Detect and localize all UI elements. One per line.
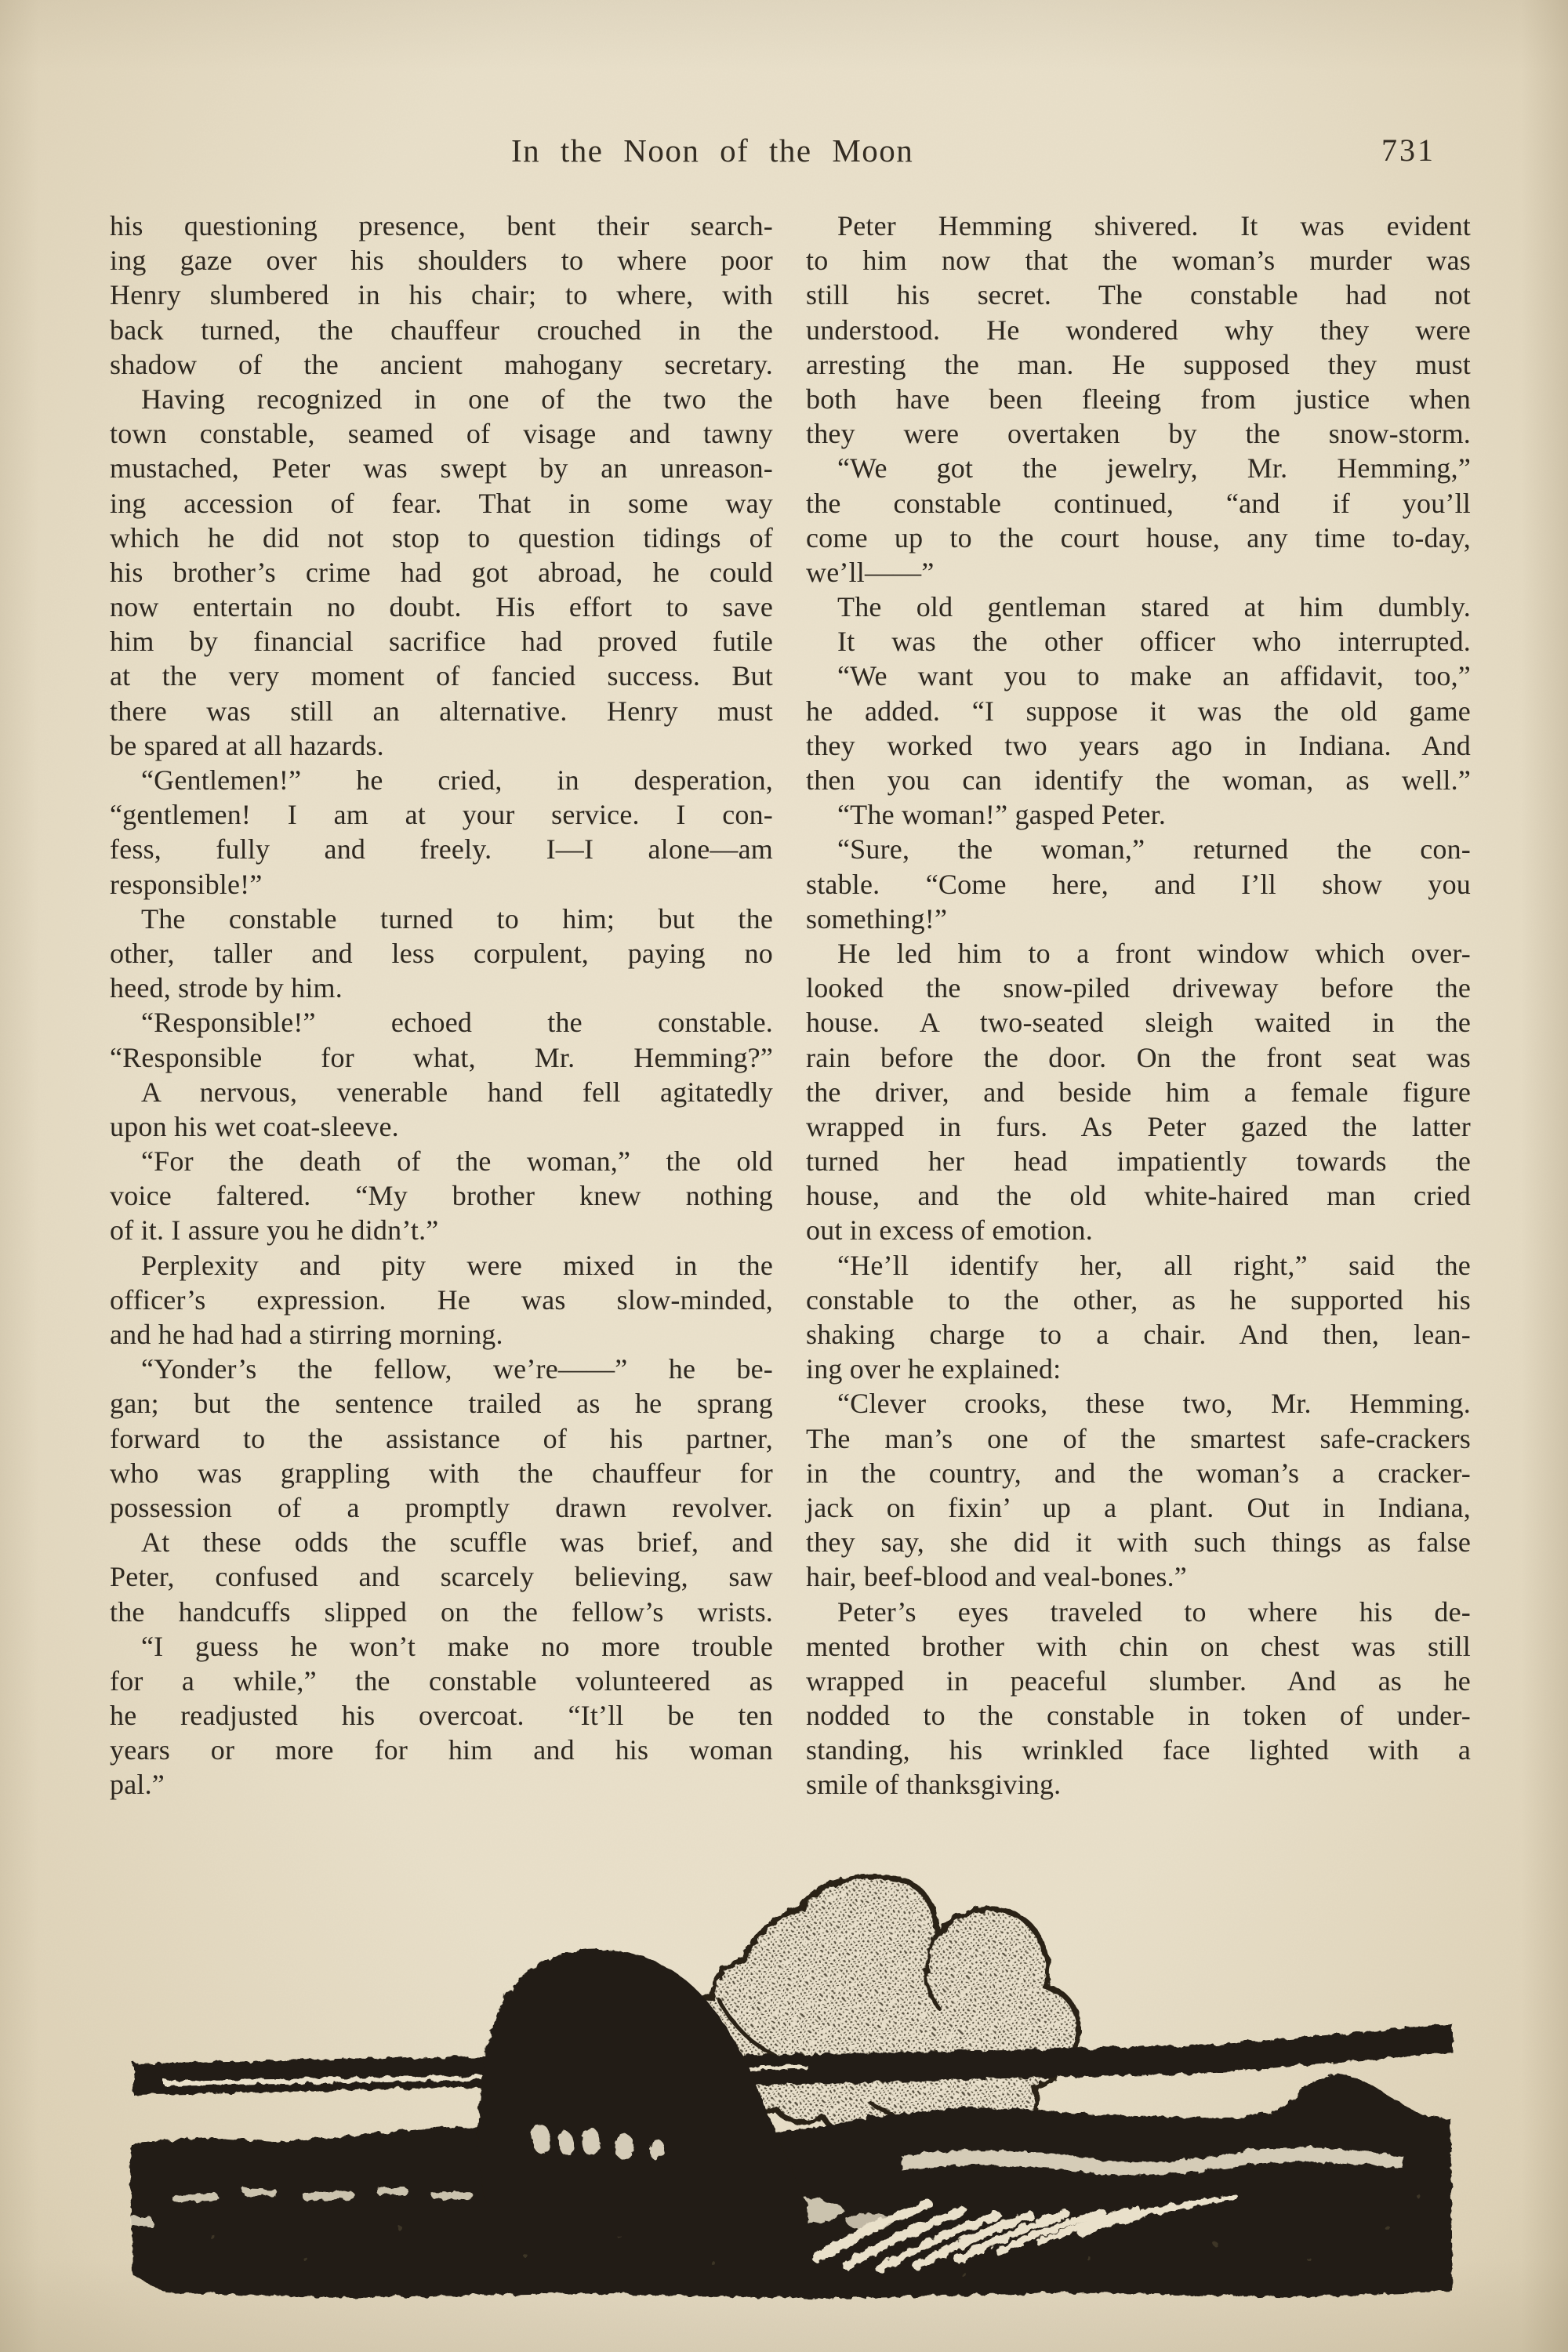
text-line: Peter Hemming shivered. It was evident xyxy=(837,210,1471,241)
text-line: fess, fully and freely. I—I alone—am xyxy=(110,833,773,866)
text-line: jack on fixin’ up a plant. Out in Indiana, xyxy=(806,1491,1471,1523)
text-line: something!” xyxy=(806,902,948,935)
text-column-right xyxy=(806,209,1471,1802)
text-line: back turned, the chauffeur crouched in the xyxy=(110,314,773,346)
text-line: town constable, seamed of visage and tawny xyxy=(110,418,773,450)
text-line: Having recognized in one of the two the xyxy=(141,383,773,415)
text-line: mented brother with chin on chest was still xyxy=(806,1630,1471,1662)
text-line: other, taller and less corpulent, paying no xyxy=(110,937,773,969)
text-line: hair, beef-blood and veal-bones.” xyxy=(806,1561,1187,1593)
text-line: come up to the court house, any time to-day, xyxy=(806,521,1471,554)
text-line: at the very moment of fancied success. But xyxy=(110,660,773,692)
text-line: house, and the old white-haired man cried xyxy=(806,1180,1471,1212)
text-line: his questioning presence, bent their search- xyxy=(110,210,773,241)
text-line: arresting the man. He supposed they must xyxy=(806,348,1471,380)
text-line: the constable continued, “and if you’ll xyxy=(806,487,1471,519)
text-line: A nervous, venerable hand fell agitatedly xyxy=(141,1076,773,1108)
text-line: ing over he explained: xyxy=(806,1353,1062,1385)
text-line: for a while,” the constable volunteered as xyxy=(110,1664,773,1697)
text-line: to him now that the woman’s murder was xyxy=(806,245,1471,277)
text-line: nodded to the constable in token of under- xyxy=(806,1700,1471,1732)
text-line: “Clever crooks, these two, Mr. Hemming. xyxy=(837,1388,1471,1420)
text-line: It was the other officer who interrupted. xyxy=(837,626,1471,658)
text-line: At these odds the scuffle was brief, and xyxy=(141,1526,773,1559)
text-line: understood. He wondered why they were xyxy=(806,314,1471,346)
text-line: forward to the assistance of his partner, xyxy=(110,1422,773,1454)
text-line: who was grappling with the chauffeur for xyxy=(110,1457,773,1489)
text-line: Peter, confused and scarcely believing, saw xyxy=(110,1561,773,1593)
text-line: him by financial sacrifice had proved futile xyxy=(110,626,773,658)
text-line: they worked two years ago in Indiana. And xyxy=(806,729,1471,761)
text-line: smile of thanksgiving. xyxy=(806,1769,1062,1801)
text-line: rain before the door. On the front seat was xyxy=(806,1041,1471,1073)
text-line: turned her head impatiently towards the xyxy=(806,1145,1471,1178)
text-line: still his secret. The constable had not xyxy=(806,279,1471,311)
text-line: gan; but the sentence trailed as he sprang xyxy=(110,1388,773,1420)
text-line: then you can identify the woman, as well.” xyxy=(806,764,1471,796)
text-line: out in excess of emotion. xyxy=(806,1214,1093,1247)
text-line: years or more for him and his woman xyxy=(110,1734,773,1766)
text-line: Perplexity and pity were mixed in the xyxy=(141,1249,773,1281)
text-line: Henry slumbered in his chair; to where, with xyxy=(110,279,773,311)
text-line: heed, strode by him. xyxy=(110,972,343,1004)
text-line: officer’s expression. He was slow-minded, xyxy=(110,1283,773,1316)
text-line: be spared at all hazards. xyxy=(110,729,384,761)
text-line: they say, she did it with such things as false xyxy=(806,1526,1471,1559)
text-line: we’ll——” xyxy=(806,556,935,588)
text-line: in the country, and the woman’s a cracker- xyxy=(806,1457,1471,1489)
text-line: now entertain no doubt. His effort to save xyxy=(110,591,773,623)
text-line: responsible!” xyxy=(110,868,263,900)
text-line: he readjusted his overcoat. “It’ll be ten xyxy=(110,1700,773,1732)
text-line: looked the snow-piled driveway before the xyxy=(806,972,1471,1004)
text-line: The old gentleman stared at him dumbly. xyxy=(837,591,1471,623)
page-number: 731 xyxy=(1381,132,1436,168)
text-line: the driver, and beside him a female figure xyxy=(806,1076,1471,1108)
text-line: “He’ll identify her, all right,” said the xyxy=(837,1249,1471,1281)
text-line: “Yonder’s the fellow, we’re——” he be- xyxy=(141,1353,773,1385)
text-line: Peter’s eyes traveled to where his de- xyxy=(837,1595,1471,1628)
text-line: which he did not stop to question tidings of xyxy=(110,521,773,554)
text-line: constable to the other, as he supported his xyxy=(806,1283,1471,1316)
text-line: upon his wet coat-sleeve. xyxy=(110,1110,399,1142)
text-line: mustached, Peter was swept by an unreason- xyxy=(110,452,773,485)
text-line: wrapped in furs. As Peter gazed the latter xyxy=(806,1110,1471,1142)
text-line: the handcuffs slipped on the fellow’s wrists. xyxy=(110,1595,773,1628)
text-line: ing accession of fear. That in some way xyxy=(110,487,773,519)
text-line: they were overtaken by the snow-storm. xyxy=(806,418,1471,450)
text-line: stable. “Come here, and I’ll show you xyxy=(806,868,1471,900)
text-line: wrapped in peaceful slumber. And as he xyxy=(806,1664,1471,1697)
text-line: he added. “I suppose it was the old game xyxy=(806,695,1471,727)
text-line: there was still an alternative. Henry must xyxy=(110,695,773,727)
text-line: “We got the jewelry, Mr. Hemming,” xyxy=(837,452,1471,485)
text-line: “Gentlemen!” he cried, in desperation, xyxy=(141,764,773,796)
text-line: house. A two-seated sleigh waited in the xyxy=(806,1007,1471,1039)
text-line: and he had had a stirring morning. xyxy=(110,1319,503,1350)
text-line: voice faltered. “My brother knew nothing xyxy=(110,1180,773,1212)
text-line: “Responsible!” echoed the constable. xyxy=(141,1007,773,1039)
text-column-left xyxy=(110,209,773,1802)
text-line: his brother’s crime had got abroad, he could xyxy=(110,556,773,588)
text-line: “gentlemen! I am at your service. I con- xyxy=(110,799,773,831)
text-line: “Sure, the woman,” returned the con- xyxy=(837,833,1471,866)
text-line: possession of a promptly drawn revolver. xyxy=(110,1491,773,1523)
text-line: “For the death of the woman,” the old xyxy=(141,1145,773,1178)
text-line: He led him to a front window which over- xyxy=(837,937,1471,969)
text-line: shadow of the ancient mahogany secretary. xyxy=(110,348,773,380)
text-line: “The woman!” gasped Peter. xyxy=(837,799,1167,831)
text-line: “Responsible for what, Mr. Hemming?” xyxy=(110,1041,773,1073)
text-line: ing gaze over his shoulders to where poor xyxy=(110,245,773,277)
text-line: standing, his wrinkled face lighted with a xyxy=(806,1734,1471,1766)
text-line: The constable turned to him; but the xyxy=(141,902,773,935)
text-line: “We want you to make an affidavit, too,” xyxy=(837,660,1471,692)
text-line: both have been fleeing from justice when xyxy=(806,383,1471,415)
text-line: pal.” xyxy=(110,1769,165,1801)
tailpiece-illustration xyxy=(118,1867,1466,2307)
text-line: of it. I assure you he didn’t.” xyxy=(110,1214,439,1247)
text-line: “I guess he won’t make no more trouble xyxy=(141,1630,773,1662)
text-line: shaking charge to a chair. And then, lean- xyxy=(806,1319,1471,1350)
text-line: The man’s one of the smartest safe-crackers xyxy=(806,1422,1471,1454)
page-title: In the Noon of the Moon xyxy=(511,132,914,169)
